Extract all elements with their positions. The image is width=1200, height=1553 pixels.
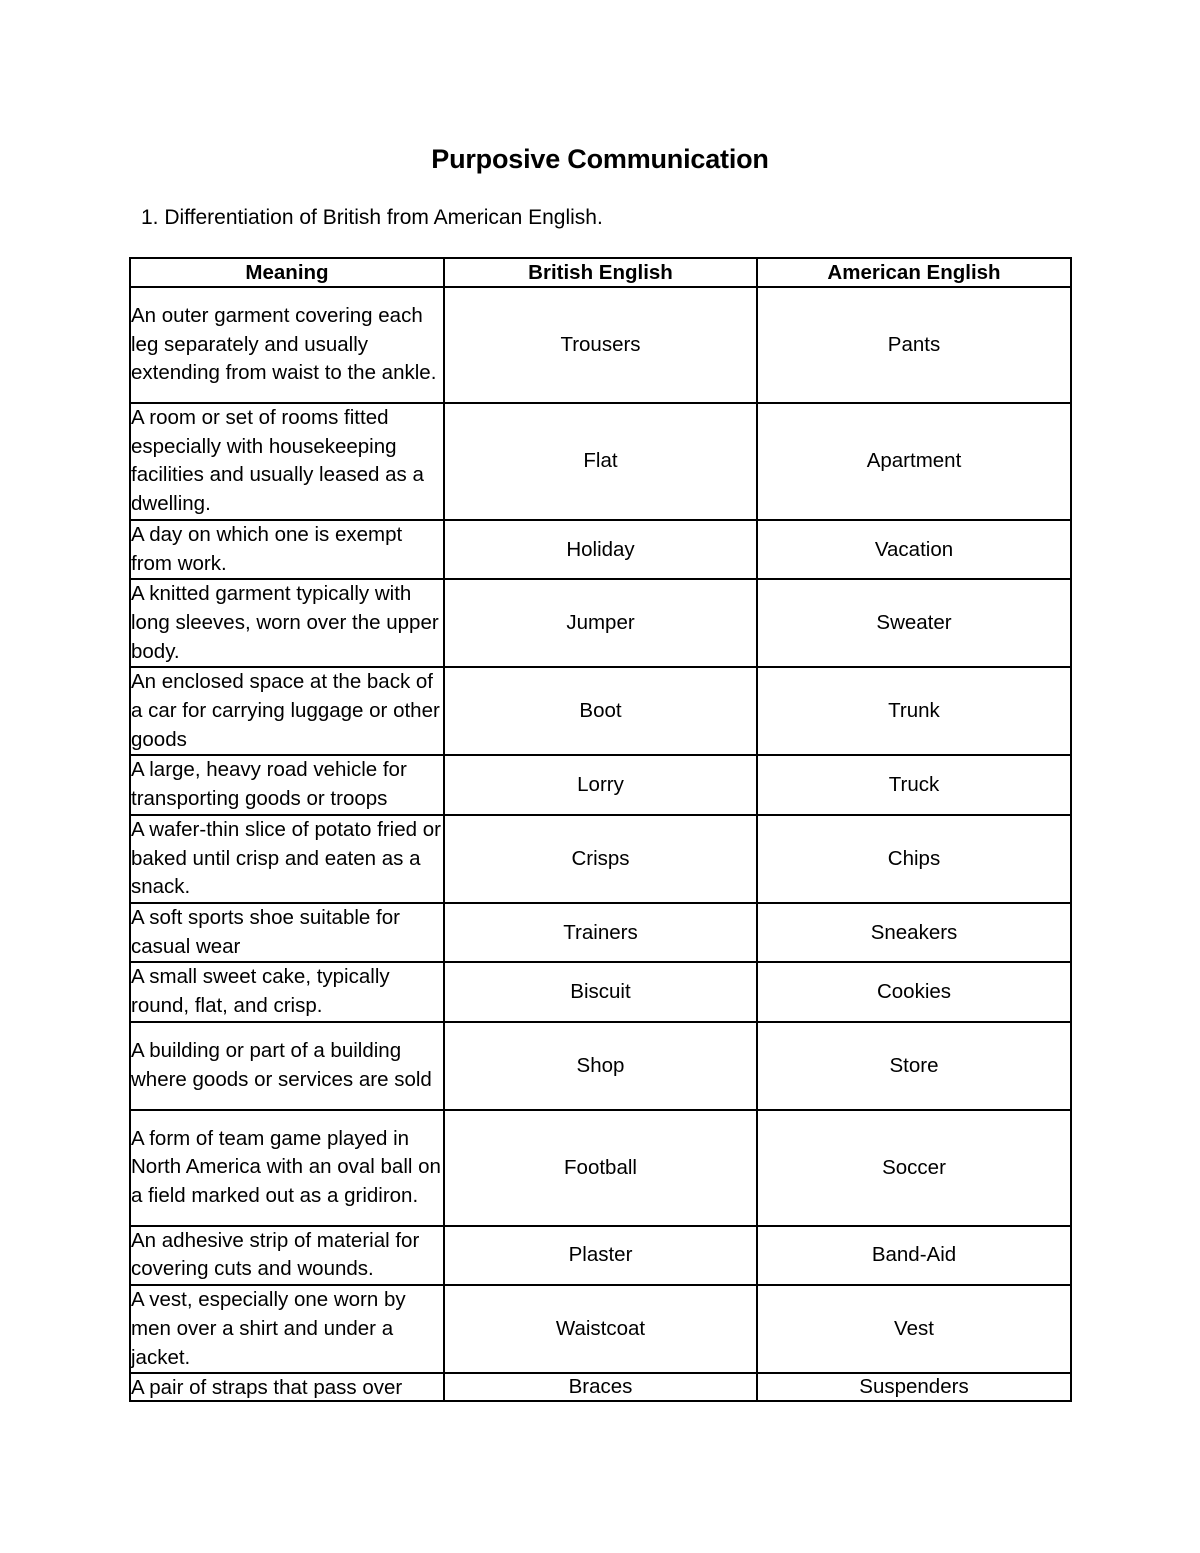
vocabulary-table <box>129 257 1072 1402</box>
meaning-cell: A day on which one is exempt from work. <box>130 520 444 579</box>
american-word-cell: Suspenders <box>757 1373 1071 1401</box>
british-word-cell: Football <box>444 1110 757 1226</box>
meaning-cell: A vest, especially one worn by men over a shirt and under a jacket. <box>130 1285 444 1373</box>
american-word-cell: Trunk <box>757 667 1071 755</box>
american-word-cell: Truck <box>757 755 1071 814</box>
british-word-cell: Crisps <box>444 815 757 903</box>
table-row <box>130 815 1071 903</box>
meaning-cell: An outer garment covering each leg separately and usually extending from waist to the ankle. <box>130 287 444 403</box>
meaning-cell: A building or part of a building where goods or services are sold <box>130 1022 444 1110</box>
table-row <box>130 1226 1071 1285</box>
table-row <box>130 962 1071 1021</box>
page-title: Purposive Communication <box>431 144 769 174</box>
british-word-cell: Holiday <box>444 520 757 579</box>
american-word-cell: Store <box>757 1022 1071 1110</box>
american-word-cell: Apartment <box>757 403 1071 520</box>
american-word-cell: Cookies <box>757 962 1071 1021</box>
american-word-cell: Chips <box>757 815 1071 903</box>
american-word-cell: Pants <box>757 287 1071 403</box>
american-word-cell: Band-Aid <box>757 1226 1071 1285</box>
table-row <box>130 1285 1071 1373</box>
american-word-cell: Sneakers <box>757 903 1071 962</box>
british-word-cell: Shop <box>444 1022 757 1110</box>
meaning-cell: A small sweet cake, typically round, flat, and crisp. <box>130 962 444 1021</box>
table-row <box>130 903 1071 962</box>
header-meaning: Meaning <box>130 258 444 287</box>
meaning-cell: An enclosed space at the back of a car for carrying luggage or other goods <box>130 667 444 755</box>
meaning-cell: A knitted garment typically with long sleeves, worn over the upper body. <box>130 579 444 667</box>
meaning-cell: A large, heavy road vehicle for transporting goods or troops <box>130 755 444 814</box>
section-heading: 1. Differentiation of British from American English. <box>141 206 603 229</box>
table-row <box>130 1022 1071 1110</box>
british-word-cell: Boot <box>444 667 757 755</box>
table-row <box>130 520 1071 579</box>
header-american-english: American English <box>757 258 1071 287</box>
table-header-row <box>130 258 1071 287</box>
meaning-cell: A wafer-thin slice of potato fried or baked until crisp and eaten as a snack. <box>130 815 444 903</box>
table-row <box>130 579 1071 667</box>
header-british-english: British English <box>444 258 757 287</box>
british-word-cell: Trainers <box>444 903 757 962</box>
table-row <box>130 1373 1071 1401</box>
table-row <box>130 755 1071 814</box>
american-word-cell: Vacation <box>757 520 1071 579</box>
meaning-cell: A soft sports shoe suitable for casual wear <box>130 903 444 962</box>
meaning-cell: A form of team game played in North America with an oval ball on a field marked out as a gridiron. <box>130 1110 444 1226</box>
meaning-cell: A room or set of rooms fitted especially with housekeeping facilities and usually leased as a dwelling. <box>130 403 444 520</box>
british-word-cell: Plaster <box>444 1226 757 1285</box>
british-word-cell: Flat <box>444 403 757 520</box>
table-row <box>130 403 1071 520</box>
american-word-cell: Vest <box>757 1285 1071 1373</box>
table-row <box>130 1110 1071 1226</box>
meaning-cell: A pair of straps that pass over <box>130 1373 444 1401</box>
british-word-cell: Lorry <box>444 755 757 814</box>
british-word-cell: Biscuit <box>444 962 757 1021</box>
table-row <box>130 667 1071 755</box>
table-row <box>130 287 1071 403</box>
american-word-cell: Sweater <box>757 579 1071 667</box>
british-word-cell: Jumper <box>444 579 757 667</box>
british-word-cell: Braces <box>444 1373 757 1401</box>
british-word-cell: Waistcoat <box>444 1285 757 1373</box>
american-word-cell: Soccer <box>757 1110 1071 1226</box>
meaning-cell: An adhesive strip of material for covering cuts and wounds. <box>130 1226 444 1285</box>
british-word-cell: Trousers <box>444 287 757 403</box>
